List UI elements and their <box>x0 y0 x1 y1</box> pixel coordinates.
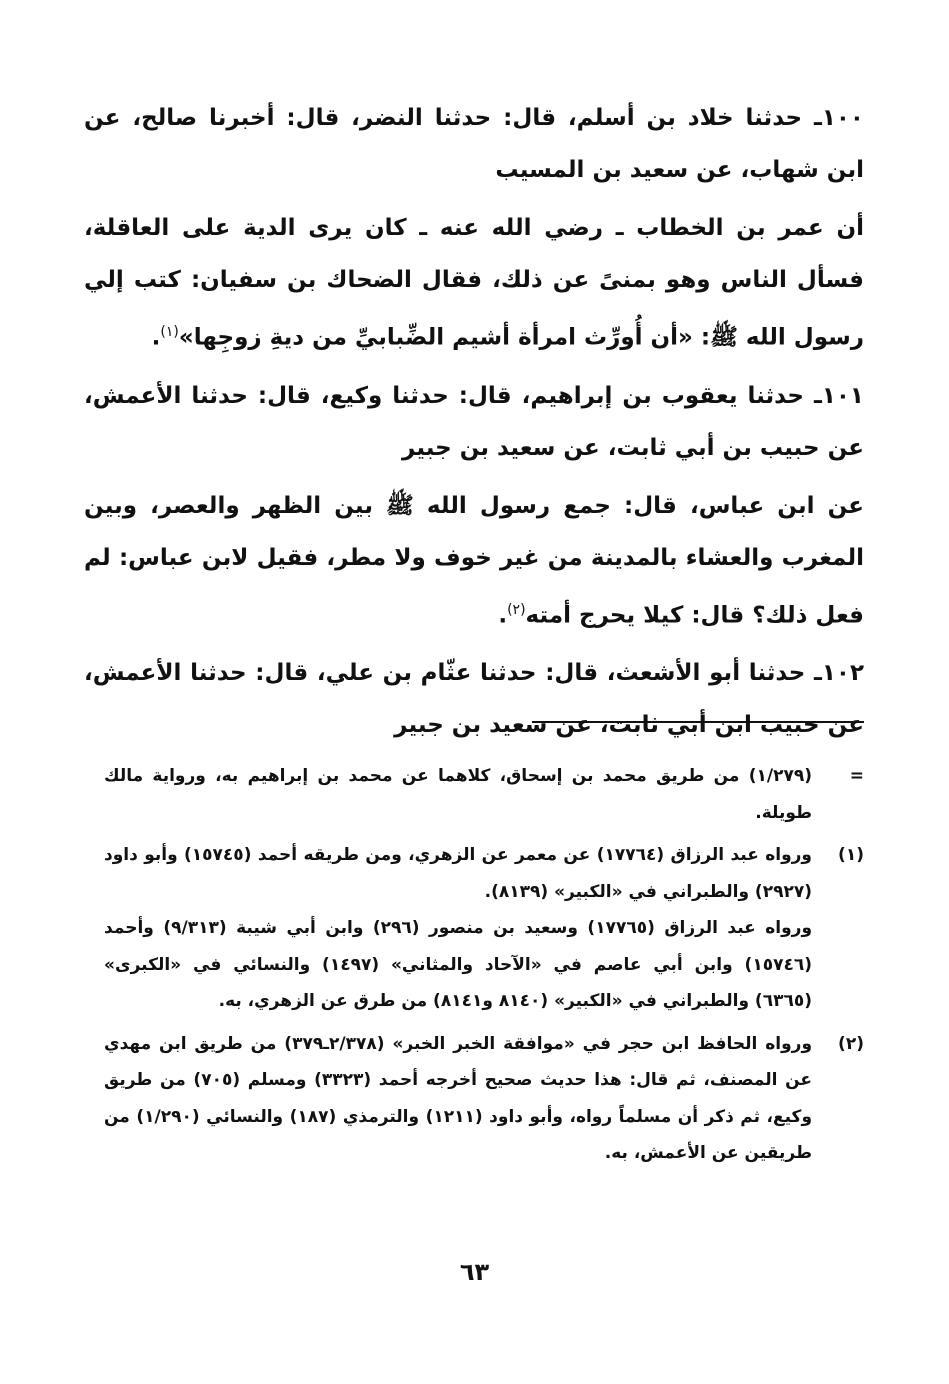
matn-text: أن عمر بن الخطاب ـ رضي الله عنه ـ كان يرى الدية على العاقلة، فسأل الناس وهو بمنىً عن ذلك، فقال الضحاك بن سفيان: كتب إلي رسول الله ﷺ: <box>84 215 864 351</box>
footnote-continuation <box>104 758 864 831</box>
footnote-1 <box>104 837 864 1020</box>
hadith-number: ١٠٢ـ <box>814 660 864 687</box>
matn-text: عن ابن عباس، قال: جمع رسول الله ﷺ بين الظهر والعصر، وبين المغرب والعشاء بالمدينة من غير خوف ولا مطر، فقيل لابن عباس: لم فعل ذلك؟ قال: كيلا يحرج أمته <box>84 492 864 629</box>
isnad-text: حدثنا يعقوب بن إبراهيم، قال: حدثنا وكيع، قال: حدثنا الأعمش، عن حبيب بن أبي ثابت، عن سعيد بن جبير <box>84 382 864 461</box>
hadith-100-isnad <box>84 92 864 196</box>
hadith-100-matn <box>84 202 864 364</box>
period: . <box>498 602 508 629</box>
hadith-number: ١٠١ـ <box>813 382 864 409</box>
period: . <box>151 324 161 351</box>
footnote-divider <box>532 721 864 723</box>
footnote-ref[interactable]: (٢) <box>507 601 526 618</box>
footnote-ref[interactable]: (١) <box>160 324 179 340</box>
continuation-marker: = <box>849 766 864 786</box>
isnad-text: حدثنا خلاد بن أسلم، قال: حدثنا النضر، قال: أخبرنا صالح، عن ابن شهاب، عن سعيد بن المسيب <box>84 105 864 183</box>
prophetic-quote: «أن أُورِّث امرأة أشيم الضِّبابيِّ من ديةِ زوجِها» <box>178 324 693 351</box>
hadith-102-isnad <box>84 647 864 751</box>
hadith-number: ١٠٠ـ <box>813 105 864 131</box>
footnote-text: ورواه عبد الرزاق (١٧٧٦٥) وسعيد بن منصور (٢٩٦) وابن أبي شيبة (٩/٣١٣) وأحمد (١٥٧٤٦) وابن أبي عاصم في «الآحاد والمثاني» (١٤٩٧) والنسائي في «الكبرى» (٦٣٦٥) والطبراني في «الكبير» (٨١٤٠ و٨١٤١) من طرق عن الزهري، به. <box>104 918 813 1011</box>
footnote-text: ورواه الحافظ ابن حجر في «موافقة الخبر الخبر» (٢/٣٧٨ـ٣٧٩) من طريق ابن مهدي عن المصنف، ثم قال: هذا حديث صحيح أخرجه أحمد (٣٣٢٣) ومسلم (٧٠٥) من طريق وكيع، ثم ذكر أن مسلماً رواه، وأبو داود (١٢١١) والترمذي (١٨٧) والنسائي (١/٢٩٠) من طريقين عن الأعمش، به. <box>104 1033 813 1163</box>
footnote-text: (١/٢٧٩) من طريق محمد بن إسحاق، كلاهما عن محمد بن إبراهيم به، ورواية مالك طويلة. <box>104 766 812 823</box>
footnote-text: ورواه عبد الرزاق (١٧٧٦٤) عن معمر عن الزهري، ومن طريقه أحمد (١٥٧٤٥) وأبو داود (٢٩٢٧) والطبراني في «الكبير» (٨١٣٩). <box>104 845 813 902</box>
footnote-2 <box>104 1026 864 1172</box>
footnote-marker: (٢) <box>838 1033 864 1054</box>
page-number: ٦٣ <box>459 1258 490 1286</box>
main-text <box>84 92 864 757</box>
hadith-101-isnad <box>84 370 864 474</box>
footnote-marker: (١) <box>838 845 864 865</box>
isnad-text: حدثنا أبو الأشعث، قال: حدثنا عثّام بن علي، قال: حدثنا الأعمش، عن حبيب ابن أبي ثابت، عن سعيد بن جبير <box>84 660 864 739</box>
hadith-101-matn <box>84 480 864 642</box>
footnotes <box>104 758 864 1178</box>
